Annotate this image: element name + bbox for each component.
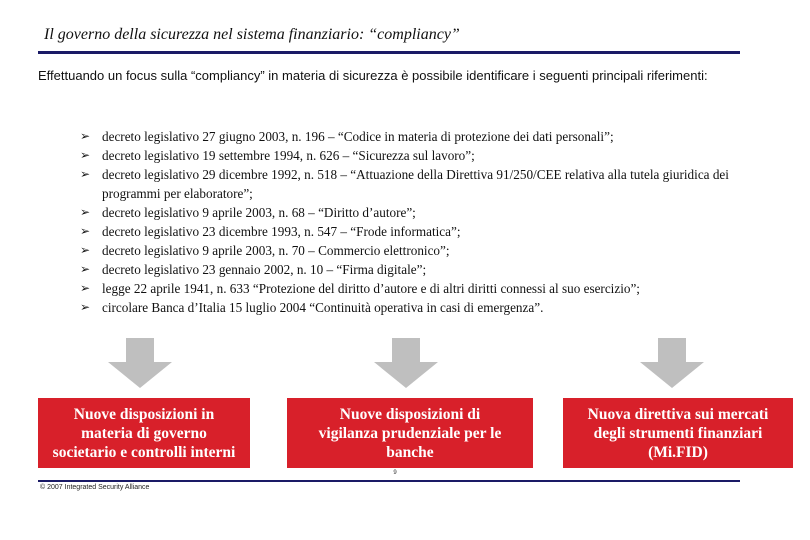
outcome-box-line: banche [386,443,434,461]
list-item [80,298,760,317]
outcome-box-line: vigilanza prudenziale per le [318,424,502,442]
down-arrow-icon [640,338,704,388]
down-arrow-icon [374,338,438,388]
reference-text: decreto legislativo 9 aprile 2003, n. 70 – Commercio elettronico”; [102,243,450,258]
reference-text: decreto legislativo 9 aprile 2003, n. 68 – “Diritto d’autore”; [102,205,416,220]
list-item [80,203,760,222]
outcome-box-line: Nuova direttiva sui mercati [587,405,769,423]
down-arrow-icon [108,338,172,388]
arrowhead-bullet-icon: ➢ [80,300,91,314]
list-item [80,146,760,165]
arrowhead-bullet-icon: ➢ [80,205,91,219]
footer-divider [38,480,740,482]
list-item [80,260,760,279]
page-number: 9 [393,470,397,476]
outcome-box-line: (Mi.FID) [648,443,708,461]
reference-text: decreto legislativo 19 settembre 1994, n. 626 – “Sicurezza sul lavoro”; [102,148,475,163]
list-item [80,127,760,146]
arrowhead-bullet-icon: ➢ [80,262,91,276]
outcome-box-line: Nuove disposizioni di [339,405,481,423]
list-item [80,241,760,260]
page-title: Il governo della sicurezza nel sistema finanziario: “compliancy” [44,26,460,43]
outcome-box-line: degli strumenti finanziari [593,424,763,442]
list-item [80,165,760,203]
intro-paragraph: Effettuando un focus sulla “compliancy” in materia di sicurezza è possibile identificare i seguenti principali riferimenti: [38,68,708,83]
reference-text: decreto legislativo 23 dicembre 1993, n. 547 – “Frode informatica”; [102,224,461,239]
arrowhead-bullet-icon: ➢ [80,167,91,181]
outcome-box-line: Nuove disposizioni in [73,405,215,423]
outcome-box-line: materia di governo [81,424,207,442]
arrowhead-bullet-icon: ➢ [80,224,91,238]
reference-text: decreto legislativo 23 gennaio 2002, n. 10 – “Firma digitale”; [102,262,427,277]
arrowhead-bullet-icon: ➢ [80,243,91,257]
outcome-box-prudential [287,398,533,468]
reference-text: legge 22 aprile 1941, n. 633 “Protezione del diritto d’autore e di altri diritti connessi al suo esercizio”; [102,281,640,296]
outcome-box-line: societario e controlli interni [52,443,236,461]
arrowhead-bullet-icon: ➢ [80,148,91,162]
references-list [80,127,760,317]
reference-text: decreto legislativo 27 giugno 2003, n. 196 – “Codice in materia di protezione dei dati personali”; [102,129,614,144]
outcome-box-mifid [563,398,793,468]
arrowhead-bullet-icon: ➢ [80,129,91,143]
reference-text: decreto legislativo 29 dicembre 1992, n. 518 – “Attuazione della Direttiva 91/250/CEE relativa alla tutela giuridica dei programmi per elaboratore”; [102,167,729,201]
reference-text: circolare Banca d’Italia 15 luglio 2004 “Continuità operativa in casi di emergenza”. [102,300,544,315]
title-divider [38,51,740,54]
copyright-notice: © 2007 Integrated Security Alliance [40,484,150,491]
list-item [80,222,760,241]
arrowhead-bullet-icon: ➢ [80,281,91,295]
outcome-box-governance [38,398,250,468]
list-item [80,279,760,298]
